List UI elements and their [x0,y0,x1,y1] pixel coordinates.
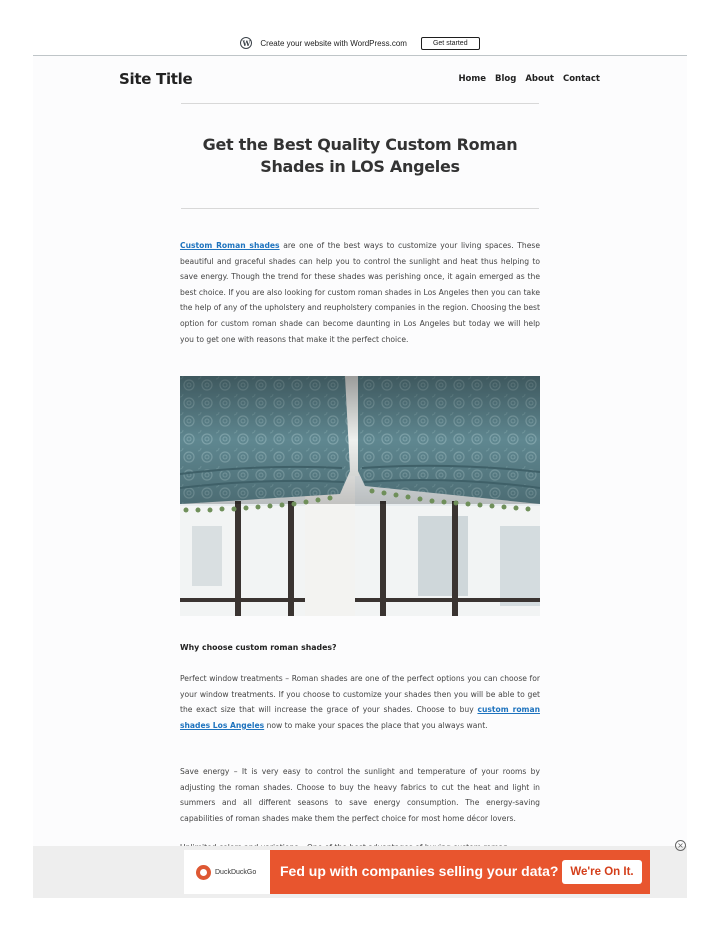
roman-shades-illustration [180,376,540,616]
section-heading: Why choose custom roman shades? [180,643,337,652]
title-divider [181,208,539,209]
roman-shades-photo [180,376,540,616]
para2-text: Perfect window treatments – Roman shades are one of the perfect options you can choose for your window treatments. If you choose to customize your shades then you will be able to get the exact size that will increase the grace of your shades. Choose to buy [180,674,540,715]
site-title[interactable]: Site Title [119,70,193,88]
nav-item-blog[interactable]: Blog [495,74,517,84]
ad-cta-button[interactable]: We're On It. [562,860,642,884]
header-divider [181,103,539,104]
post-title: Get the Best Quality Custom Roman Shades in LOS Angeles [202,135,518,176]
paragraph-save-energy: Save energy – It is very easy to control the sunlight and temperature of your rooms by adjusting the roman shades. Choose to buy the heavy fabrics to cut the heat and light in summers and all different seasons to save energy consumption. The energy-saving capabilities of roman shades make them the perfect choice for most home décor lovers. [180,767,540,823]
main-nav [458,74,600,84]
duckduckgo-brand-name: DuckDuckGo [215,868,257,876]
ad-headline: Fed up with companies selling your data? [280,863,559,879]
paragraph-window-treatments [180,671,540,733]
nav-item-contact[interactable]: Contact [562,74,600,84]
get-started-button[interactable]: Get started [421,37,480,50]
close-ad-icon[interactable]: × [675,840,686,851]
intro-text: are one of the best ways to customize your living spaces. These beautiful and graceful shades can help you to control the sunlight and heat thus helping to save energy. Though the trend for these shades was perishing once, it again emerged as the best choice. If you are also looking for custom roman shades in Los Angeles then you can take the help of any of the upholstery and reupholstery companies in the region. Choosing the best option for custom roman shade can become daunting in Los Angeles but today we will help you to get one with reasons that make it the perfect choice. [180,241,541,344]
wordpress-promo-text[interactable]: Create your website with WordPress.com [260,38,407,48]
para2-text-end: now to make your spaces the place that you always want. [264,720,488,730]
nav-item-about[interactable]: About [525,74,554,84]
duckduckgo-ad-banner[interactable] [184,850,650,894]
duckduckgo-logo-icon [196,865,211,880]
wordpress-logo-icon: W [240,37,252,49]
duckduckgo-brand [184,850,270,894]
wordpress-promo-bar [0,30,720,56]
custom-roman-shades-la-link[interactable]: custom roman shades Los Angeles [180,705,540,730]
intro-paragraph [180,238,540,347]
nav-item-home[interactable]: Home [458,74,487,84]
custom-roman-shades-link[interactable]: Custom Roman shades [180,241,280,250]
